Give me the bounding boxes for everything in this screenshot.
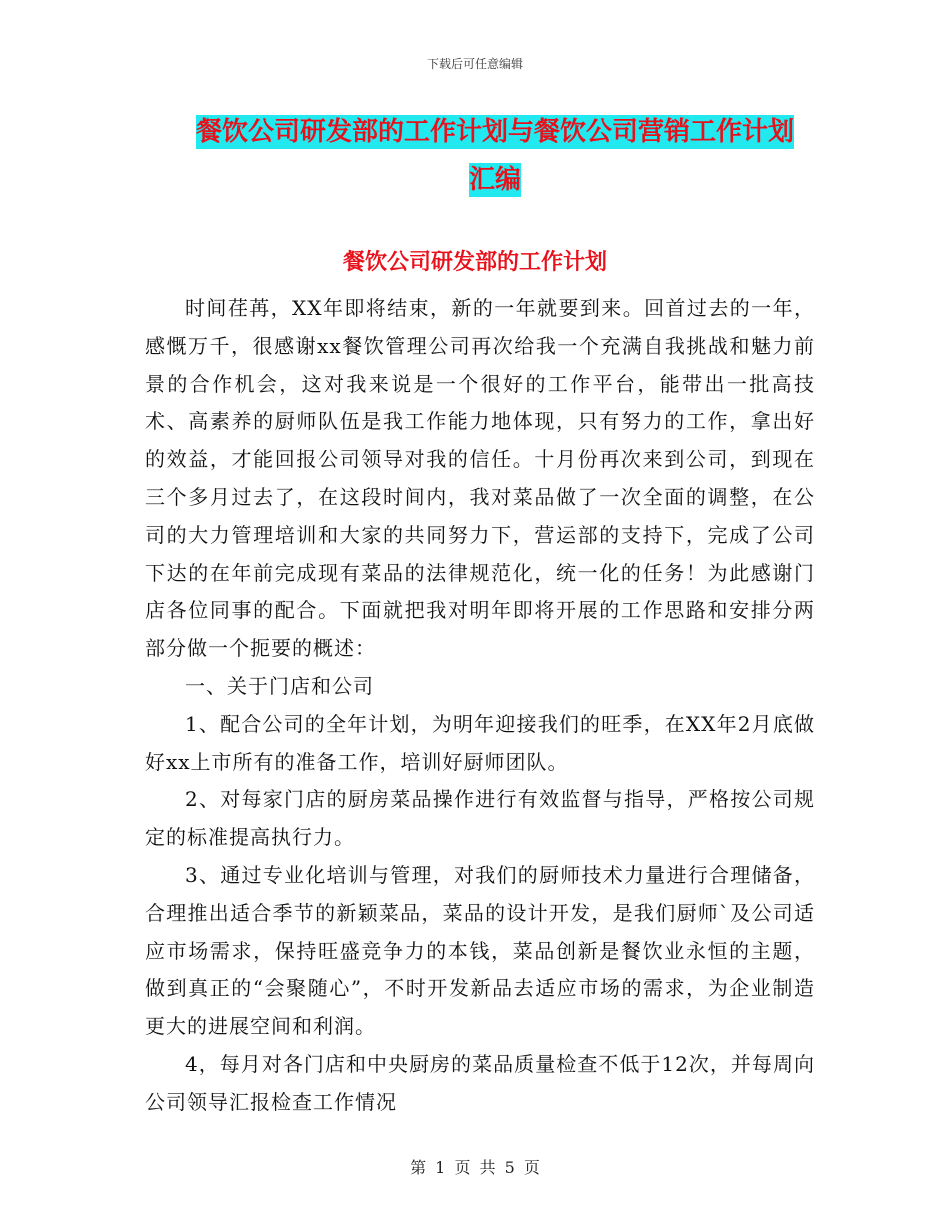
document-body (145, 290, 815, 1122)
paragraph-item-3: 3、通过专业化培训与管理，对我们的厨师技术力量进行合理储备，合理推出适合季节的新颖菜品，菜品的设计开发，是我们厨师`及公司适应市场需求，保持旺盛竞争力的本钱，菜品创新是餐饮业永恒的主题，做到真正的“会聚随心”，不时开发新品去适应市场的需求，为企业制造更大的进展空间和利润。 (145, 862, 815, 1039)
section-title: 餐饮公司研发部的工作计划 (342, 249, 607, 275)
paragraph-heading-stores: 一、关于门店和公司 (185, 673, 374, 698)
title-line-2: 汇编 (468, 165, 521, 195)
paragraph-item-2: 2、对每家门店的厨房菜品操作进行有效监督与指导，严格按公司规定的标准提高执行力。 (145, 787, 815, 850)
header-note: 下载后可任意编辑 (426, 57, 523, 71)
paragraph-item-4: 4，每月对各门店和中央厨房的菜品质量检查不低于12次，并每周向公司领导汇报检查工作情况 (145, 1051, 815, 1114)
paragraph-item-1: 1、配合公司的全年计划，为明年迎接我们的旺季，在XX年2月底做好xx上市所有的准备工作，培训好厨师团队。 (145, 711, 815, 774)
document-title (145, 108, 845, 204)
page-footer: 第 1 页 共 5 页 (410, 1158, 540, 1177)
title-line-1: 餐饮公司研发部的工作计划与餐饮公司营销工作计划 (195, 117, 794, 147)
paragraph-intro: 时间荏苒，XX年即将结束，新的一年就要到来。回首过去的一年，感慨万千，很感谢xx餐饮管理公司再次给我一个充满自我挑战和魅力前景的合作机会，这对我来说是一个很好的工作平台，能带出一批高技术、高素养的厨师队伍是我工作能力地体现，只有努力的工作，拿出好的效益，才能回报公司领导对我的信任。十月份再次来到公司，到现在三个多月过去了，在这段时间内，我对菜品做了一次全面的调整，在公司的大力管理培训和大家的共同努力下，营运部的支持下，完成了公司下达的在年前完成现有菜品的法律规范化，统一化的任务！为此感谢门店各位同事的配合。下面就把我对明年即将开展的工作思路和安排分两部分做一个扼要的概述： (145, 296, 815, 661)
